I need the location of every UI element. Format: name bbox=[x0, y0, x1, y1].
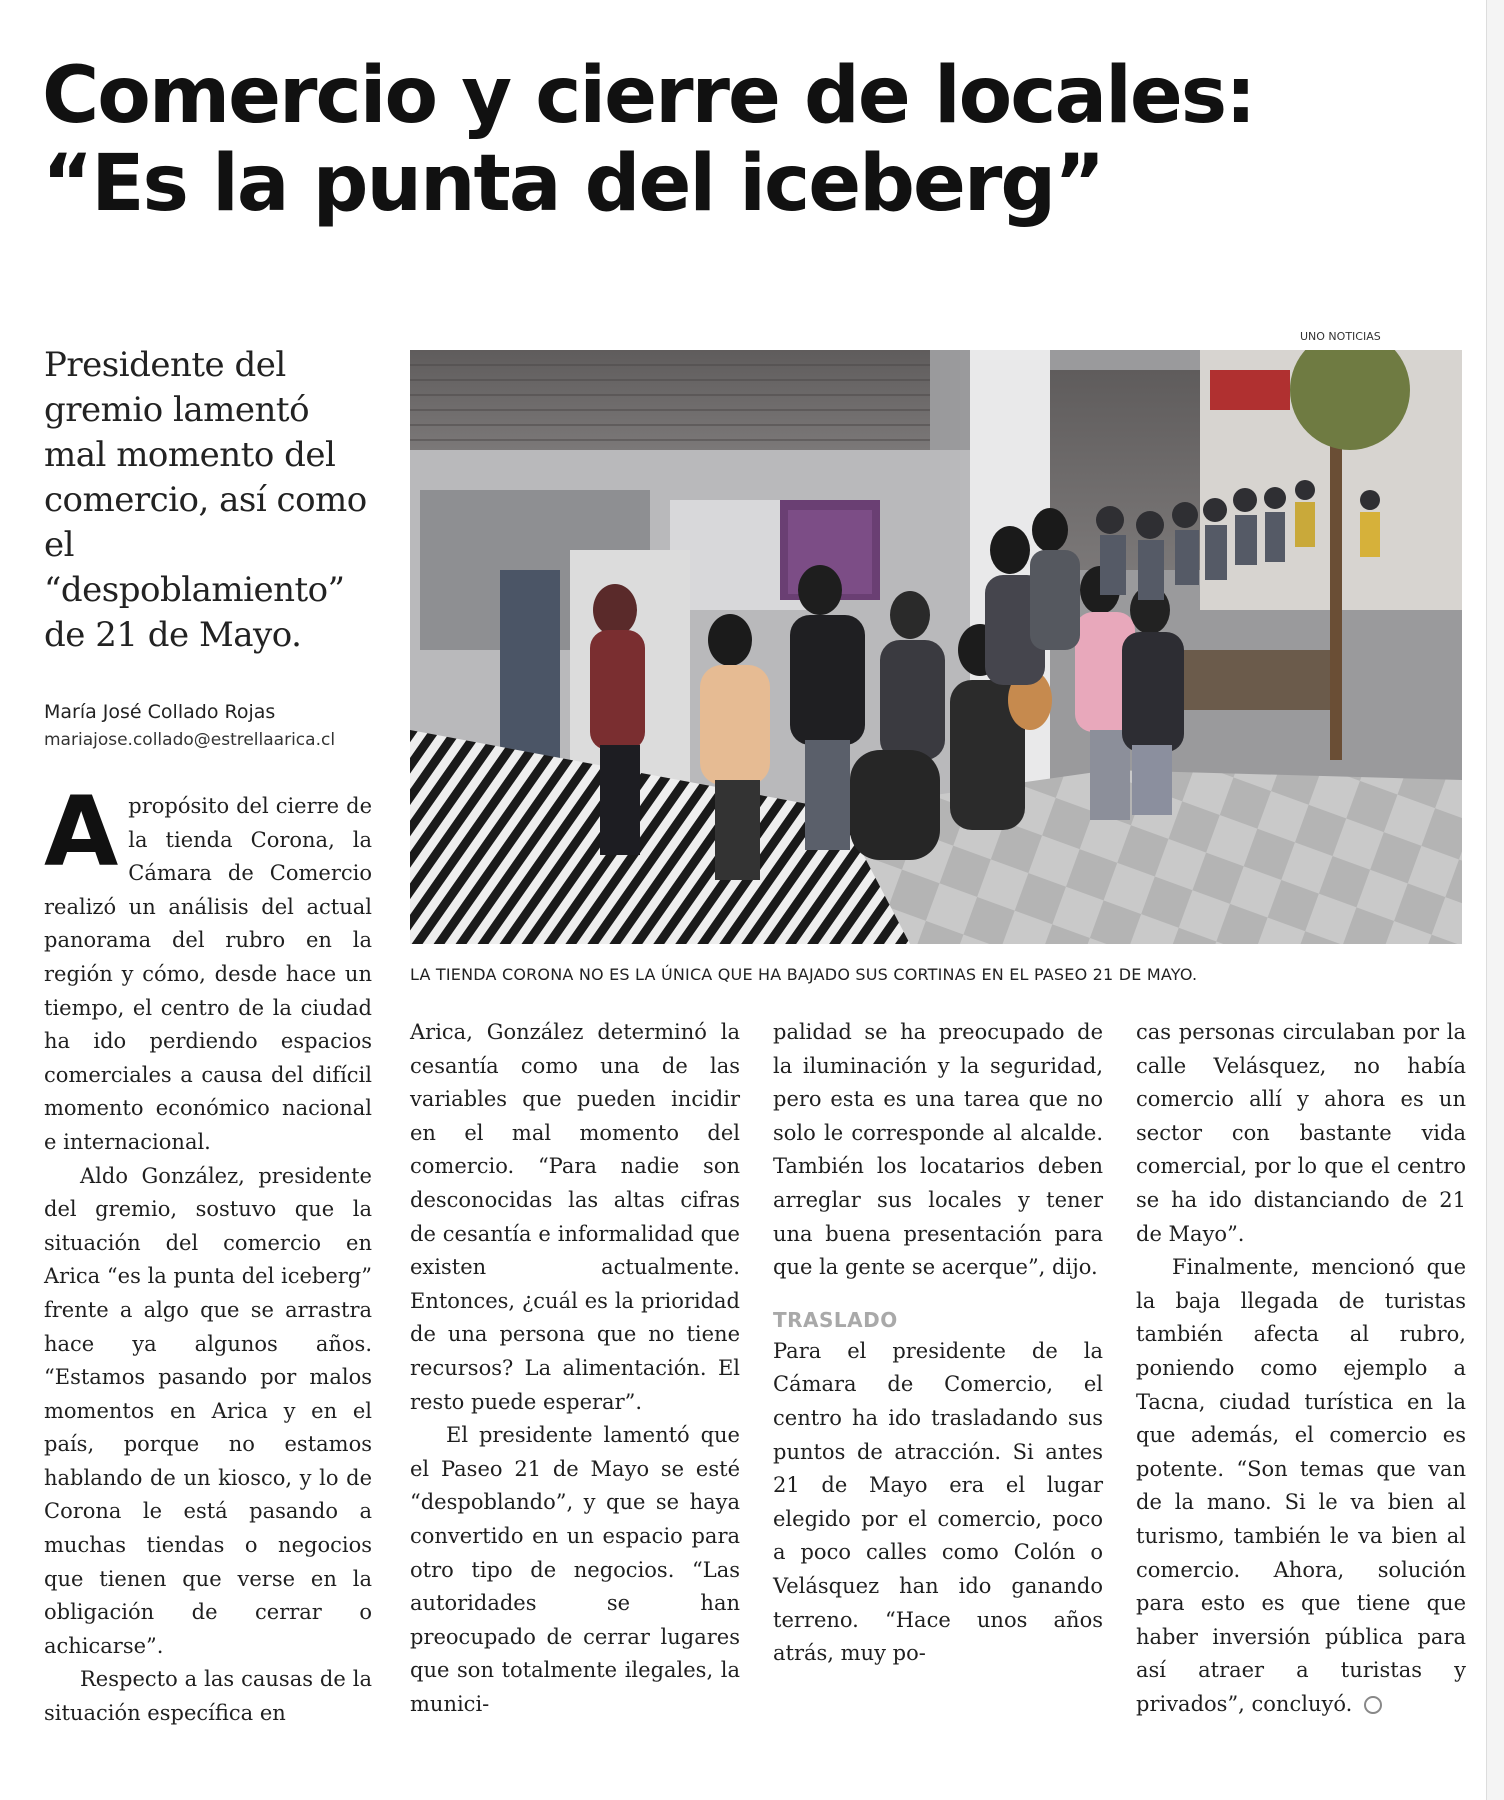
article-column-3 bbox=[773, 1016, 1103, 1671]
photo-illustration bbox=[410, 350, 1462, 944]
paragraph-5-end: cas personas circulaban por la calle Velásquez, no había comercio allí y ahora es un sector con bastante vida comercial, por lo que el centro se ha ido distanciando de 21 de Mayo”. bbox=[1136, 1020, 1466, 1246]
paragraph-6 bbox=[1136, 1251, 1466, 1721]
article-column-1 bbox=[44, 776, 372, 1731]
paragraph-6-text: Finalmente, mencionó que la baja llegada de turistas también afecta al rubro, poniendo como ejemplo a Tacna, ciudad turística en la que además, el comercio es potente. “Son temas que van de la mano. Si le va bien al turismo, también le va bien al comercio. Ahora, solución para esto es que tiene que haber inversión pública para así atraer a turistas y privados”, concluyó. bbox=[1136, 1255, 1466, 1716]
article-column-2 bbox=[410, 1016, 740, 1721]
drop-cap: A bbox=[44, 776, 119, 888]
photo-caption: LA TIENDA CORONA NO ES LA ÚNICA QUE HA BAJADO SUS CORTINAS EN EL PASEO 21 DE MAYO. bbox=[410, 965, 1198, 984]
paragraph-3-end: Arica, González determinó la cesantía como una de las variables que pueden incidir en el mal momento del comercio. “Para nadie son desconocidas las altas cifras de cesantía e informalidad que existen actualmente. Entonces, ¿cuál es la prioridad de una persona que no tiene recursos? La alimentación. El resto puede esperar”. bbox=[410, 1020, 740, 1414]
paragraph-4-end: palidad se ha preocupado de la iluminación y la seguridad, pero esta es una tarea que no solo le corresponde al alcalde. También los locatarios deben arreglar sus locales y tener una buena presentación para que la gente se acerque”, dijo. bbox=[773, 1020, 1103, 1280]
byline-email: mariajose.collado@estrellaarica.cl bbox=[44, 730, 336, 750]
byline-author: María José Collado Rojas bbox=[44, 701, 276, 723]
paragraph-3-start: Respecto a las causas de la situación específica en bbox=[44, 1667, 372, 1726]
paragraph-5-start: Para el presidente de la Cámara de Comercio, el centro ha ido trasladando sus puntos de atracción. Si antes 21 de Mayo era el lugar elegido por el comercio, poco a poco calles como Colón o Velásquez han ido ganando terreno. “Hace unos años atrás, muy po- bbox=[773, 1338, 1103, 1666]
headline bbox=[42, 52, 1462, 228]
adjacent-page-edge bbox=[1486, 0, 1504, 1800]
article-photo bbox=[410, 350, 1462, 944]
article-column-4 bbox=[1136, 1016, 1466, 1721]
paragraph-1 bbox=[44, 776, 372, 1160]
article-deck: Presidente del gremio lamentó mal momento del comercio, así como el “despoblamiento” de 21 de Mayo. bbox=[44, 345, 367, 655]
subheading: TRASLADO bbox=[773, 1307, 898, 1332]
headline-line-2: “Es la punta del iceberg” bbox=[42, 139, 1104, 229]
photo-credit: UNO NOTICIAS bbox=[1300, 330, 1381, 343]
end-mark-icon bbox=[1364, 1696, 1382, 1714]
paragraph-2: Aldo González, presidente del gremio, sostuvo que la situación del comercio en Arica “es la punta del iceberg” frente a algo que se arrastra hace ya algunos años. “Estamos pasando por malos momentos en Arica y en el país, porque no estamos hablando de un kiosco, y lo de Corona le está pasando a muchas tiendas o negocios que tienen que verse en la obligación de cerrar o achicarse”. bbox=[44, 1163, 372, 1658]
paragraph-4-start: El presidente lamentó que el Paseo 21 de Mayo se esté “despoblando”, y que se haya convertido en un espacio para otro tipo de negocios. “Las autoridades se han preocupado de cerrar lugares que son totalmente ilegales, la munici- bbox=[410, 1423, 740, 1716]
paragraph-1-text: propósito del cierre de la tienda Corona, la Cámara de Comercio realizó un análisis del actual panorama del rubro en la región y cómo, desde hace un tiempo, el centro de la ciudad ha ido perdiendo espacios comerciales a causa del difícil momento económico nacional e internacional. bbox=[44, 794, 372, 1154]
headline-line-1: Comercio y cierre de locales: bbox=[42, 51, 1255, 141]
